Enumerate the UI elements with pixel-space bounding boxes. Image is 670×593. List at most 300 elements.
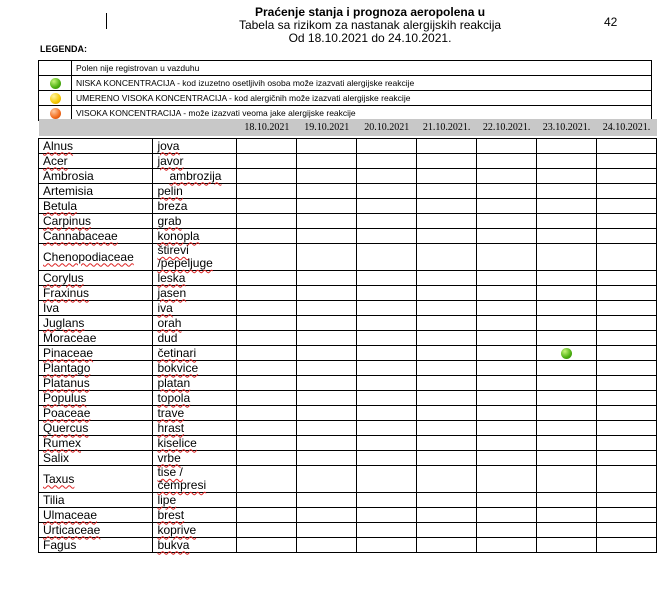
local-name xyxy=(153,301,237,316)
risk-cell xyxy=(596,331,656,346)
latin-name xyxy=(39,271,153,286)
risk-cell xyxy=(297,493,357,508)
risk-cell xyxy=(417,316,477,331)
date-header: 20.10.2021 xyxy=(357,119,417,136)
risk-cell xyxy=(596,154,656,169)
local-name-text: hrast xyxy=(157,420,185,435)
local-name xyxy=(153,199,237,214)
risk-cell xyxy=(596,436,656,451)
local-name-text: četinari xyxy=(157,345,197,360)
local-name-text: tise / čempresi xyxy=(157,465,207,492)
table-row xyxy=(39,301,657,316)
risk-cell xyxy=(537,451,597,466)
risk-cell xyxy=(357,271,417,286)
risk-cell xyxy=(537,436,597,451)
latin-name xyxy=(39,229,153,244)
risk-cell xyxy=(297,538,357,553)
risk-cell xyxy=(357,139,417,154)
table-row xyxy=(39,493,657,508)
latin-name xyxy=(39,391,153,406)
local-name-text: bukva xyxy=(157,537,190,552)
latin-name xyxy=(39,406,153,421)
risk-cell xyxy=(477,286,537,301)
risk-cell xyxy=(357,346,417,361)
risk-cell xyxy=(297,451,357,466)
risk-cell xyxy=(596,523,656,538)
risk-cell xyxy=(477,316,537,331)
risk-cell xyxy=(237,391,297,406)
risk-cell xyxy=(297,154,357,169)
title-line-1: Praćenje stanja i prognoza aeropolena u xyxy=(254,5,486,19)
risk-cell xyxy=(537,346,597,361)
risk-cell xyxy=(297,508,357,523)
risk-cell xyxy=(297,271,357,286)
green-dot-icon xyxy=(50,78,61,89)
local-name xyxy=(153,244,237,271)
risk-cell xyxy=(357,523,417,538)
table-row xyxy=(39,184,657,199)
local-name xyxy=(153,466,237,493)
risk-cell xyxy=(417,199,477,214)
latin-name-text: Chenopodiaceae xyxy=(43,249,134,264)
risk-cell xyxy=(477,376,537,391)
table-row xyxy=(39,523,657,538)
latin-name xyxy=(39,301,153,316)
latin-name-text: Platanus xyxy=(43,375,90,390)
risk-cell xyxy=(477,154,537,169)
risk-cell xyxy=(537,421,597,436)
risk-cell xyxy=(357,391,417,406)
table-row xyxy=(39,214,657,229)
risk-cell xyxy=(297,421,357,436)
risk-cell xyxy=(417,154,477,169)
risk-cell xyxy=(596,493,656,508)
latin-name-text: Fagus xyxy=(43,537,77,552)
risk-cell xyxy=(237,214,297,229)
risk-cell xyxy=(537,523,597,538)
risk-cell xyxy=(477,214,537,229)
risk-cell xyxy=(596,199,656,214)
risk-cell xyxy=(357,466,417,493)
risk-cell xyxy=(357,301,417,316)
local-name-text: brest xyxy=(157,507,185,522)
local-name xyxy=(153,316,237,331)
risk-cell xyxy=(357,361,417,376)
risk-cell xyxy=(357,421,417,436)
latin-name xyxy=(39,421,153,436)
legend-swatch-cell xyxy=(39,76,72,91)
local-name-text: koprive xyxy=(157,522,197,537)
local-name-text: vrbe xyxy=(157,450,181,465)
risk-cell xyxy=(537,271,597,286)
legend-text: VISOKA KONCENTRACIJA - može izazvati veoma jake alergijske reakcije xyxy=(72,106,652,121)
risk-cell xyxy=(477,229,537,244)
risk-cell xyxy=(537,199,597,214)
local-name-text: konopla xyxy=(157,228,200,243)
date-header: 18.10.2021 xyxy=(237,119,297,136)
latin-name xyxy=(39,523,153,538)
risk-cell xyxy=(596,214,656,229)
risk-cell xyxy=(477,139,537,154)
risk-cell xyxy=(417,229,477,244)
date-header: 21.10.2021. xyxy=(417,119,477,136)
risk-cell xyxy=(417,139,477,154)
risk-cell xyxy=(237,169,297,184)
risk-cell xyxy=(417,538,477,553)
risk-cell xyxy=(477,199,537,214)
latin-name-text: Salix xyxy=(43,450,70,465)
local-name xyxy=(153,523,237,538)
local-name xyxy=(153,154,237,169)
latin-name-text: Cannabaceae xyxy=(43,228,118,243)
local-name-text: leska xyxy=(157,270,186,285)
risk-cell xyxy=(237,538,297,553)
risk-cell xyxy=(417,184,477,199)
latin-name xyxy=(39,508,153,523)
risk-cell xyxy=(417,493,477,508)
date-header: 19.10.2021 xyxy=(297,119,357,136)
local-name-text: topola xyxy=(157,390,191,405)
risk-cell xyxy=(537,406,597,421)
risk-cell xyxy=(417,508,477,523)
risk-cell xyxy=(357,229,417,244)
date-header-row xyxy=(39,119,657,136)
latin-name xyxy=(39,244,153,271)
local-name-text: pelin xyxy=(157,183,183,198)
local-name xyxy=(153,169,237,184)
latin-name-text: Iva xyxy=(43,300,60,315)
risk-cell xyxy=(477,331,537,346)
risk-cell xyxy=(596,229,656,244)
risk-cell xyxy=(297,436,357,451)
table-row xyxy=(39,154,657,169)
latin-name-text: Pinaceae xyxy=(43,345,94,360)
local-name-text: dud xyxy=(157,330,178,345)
risk-cell xyxy=(596,346,656,361)
table-row xyxy=(39,538,657,553)
local-name xyxy=(153,271,237,286)
date-header: 24.10.2021. xyxy=(596,119,656,136)
risk-cell xyxy=(417,523,477,538)
risk-cell xyxy=(237,316,297,331)
table-row xyxy=(39,451,657,466)
risk-cell xyxy=(417,286,477,301)
latin-name-text: Taxus xyxy=(43,471,75,486)
risk-cell xyxy=(537,316,597,331)
risk-cell xyxy=(297,376,357,391)
risk-cell xyxy=(596,316,656,331)
latin-name xyxy=(39,199,153,214)
risk-cell xyxy=(237,508,297,523)
risk-cell xyxy=(357,199,417,214)
risk-cell xyxy=(537,286,597,301)
latin-name xyxy=(39,376,153,391)
risk-cell xyxy=(537,376,597,391)
table-row xyxy=(39,421,657,436)
risk-cell xyxy=(477,493,537,508)
risk-cell xyxy=(417,376,477,391)
local-name xyxy=(153,406,237,421)
risk-cell xyxy=(237,331,297,346)
table-row xyxy=(39,316,657,331)
local-name-text: štirevi /pepeljuge xyxy=(157,243,213,270)
legend-text: UMERENO VISOKA KONCENTRACIJA - kod alergičnih može izazvati alergijske reakcije xyxy=(72,91,652,106)
latin-name xyxy=(39,169,153,184)
title-line-2: Tabela sa rizikom za nastanak alergijskih reakcija xyxy=(238,18,502,32)
latin-name-text: Betula xyxy=(43,198,78,213)
risk-cell xyxy=(237,421,297,436)
header-blank-cell xyxy=(39,119,153,136)
risk-cell xyxy=(596,421,656,436)
latin-name-text: Juglans xyxy=(43,315,85,330)
risk-cell xyxy=(477,361,537,376)
risk-cell xyxy=(596,538,656,553)
latin-name xyxy=(39,538,153,553)
risk-cell xyxy=(537,538,597,553)
latin-name xyxy=(39,451,153,466)
local-name-text: trave xyxy=(157,405,185,420)
latin-name xyxy=(39,436,153,451)
risk-cell xyxy=(537,361,597,376)
latin-name-text: Urticaceae xyxy=(43,522,101,537)
risk-cell xyxy=(297,406,357,421)
legend-row xyxy=(39,61,652,76)
local-name xyxy=(153,139,237,154)
risk-cell xyxy=(297,391,357,406)
risk-cell xyxy=(537,391,597,406)
risk-cell xyxy=(417,301,477,316)
risk-cell xyxy=(297,229,357,244)
pollen-risk-table xyxy=(38,119,657,553)
risk-cell xyxy=(477,169,537,184)
local-name-text: bokvice xyxy=(157,360,199,375)
risk-cell xyxy=(596,244,656,271)
risk-cell xyxy=(417,451,477,466)
text-cursor-mark xyxy=(106,13,107,29)
header-blank-cell xyxy=(153,119,237,136)
table-row xyxy=(39,286,657,301)
local-name-text: lipe xyxy=(157,492,177,507)
local-name xyxy=(153,286,237,301)
latin-name xyxy=(39,139,153,154)
risk-cell xyxy=(537,331,597,346)
latin-name-text: Quercus xyxy=(43,420,89,435)
legend-title: LEGENDA: xyxy=(40,44,87,54)
risk-cell xyxy=(297,523,357,538)
risk-cell xyxy=(297,331,357,346)
risk-cell xyxy=(357,184,417,199)
risk-cell xyxy=(297,301,357,316)
local-name xyxy=(153,376,237,391)
risk-cell xyxy=(596,301,656,316)
risk-cell xyxy=(297,286,357,301)
legend-row xyxy=(39,76,652,91)
table-row xyxy=(39,391,657,406)
risk-cell xyxy=(357,331,417,346)
latin-name-text: Poaceae xyxy=(43,405,91,420)
risk-cell xyxy=(417,214,477,229)
risk-cell xyxy=(596,286,656,301)
legend-swatch-cell xyxy=(39,91,72,106)
local-name xyxy=(153,391,237,406)
risk-cell xyxy=(357,436,417,451)
latin-name-text: Fraxinus xyxy=(43,285,90,300)
risk-cell xyxy=(596,451,656,466)
local-name-text: orah xyxy=(157,315,182,330)
risk-cell xyxy=(537,139,597,154)
risk-cell xyxy=(537,493,597,508)
latin-name-text: Tilia xyxy=(43,492,65,507)
risk-cell xyxy=(297,214,357,229)
green-dot-icon xyxy=(561,348,572,359)
date-header: 22.10.2021. xyxy=(477,119,537,136)
risk-cell xyxy=(297,346,357,361)
risk-cell xyxy=(477,271,537,286)
table-row xyxy=(39,508,657,523)
risk-cell xyxy=(297,169,357,184)
risk-cell xyxy=(357,493,417,508)
risk-cell xyxy=(237,154,297,169)
risk-cell xyxy=(596,466,656,493)
risk-cell xyxy=(417,406,477,421)
risk-cell xyxy=(237,466,297,493)
table-row xyxy=(39,139,657,154)
risk-cell xyxy=(417,466,477,493)
local-name-text: javor xyxy=(157,153,184,168)
risk-cell xyxy=(477,244,537,271)
latin-name-text: Moraceae xyxy=(43,330,97,345)
risk-cell xyxy=(357,406,417,421)
risk-cell xyxy=(596,391,656,406)
local-name xyxy=(153,361,237,376)
local-name xyxy=(153,493,237,508)
risk-cell xyxy=(237,286,297,301)
risk-cell xyxy=(537,214,597,229)
risk-cell xyxy=(357,244,417,271)
risk-cell xyxy=(477,523,537,538)
latin-name-text: Populus xyxy=(43,390,87,405)
latin-name xyxy=(39,331,153,346)
risk-cell xyxy=(297,199,357,214)
table-row xyxy=(39,406,657,421)
risk-cell xyxy=(237,346,297,361)
latin-name-text: Alnus xyxy=(43,138,74,153)
risk-cell xyxy=(237,199,297,214)
risk-cell xyxy=(596,271,656,286)
yellow-dot-icon xyxy=(50,93,61,104)
latin-name xyxy=(39,346,153,361)
risk-cell xyxy=(417,361,477,376)
risk-cell xyxy=(357,508,417,523)
risk-cell xyxy=(477,436,537,451)
risk-cell xyxy=(477,184,537,199)
latin-name xyxy=(39,466,153,493)
risk-cell xyxy=(477,421,537,436)
table-row xyxy=(39,436,657,451)
latin-name-text: Artemisia xyxy=(43,183,94,198)
local-name-text: ambrozija xyxy=(169,168,222,183)
local-name xyxy=(153,451,237,466)
latin-name-text: Rumex xyxy=(43,435,82,450)
risk-cell xyxy=(237,301,297,316)
risk-cell xyxy=(417,331,477,346)
table-row xyxy=(39,244,657,271)
risk-cell xyxy=(237,406,297,421)
risk-cell xyxy=(297,184,357,199)
risk-cell xyxy=(237,436,297,451)
risk-cell xyxy=(237,361,297,376)
risk-cell xyxy=(537,229,597,244)
risk-cell xyxy=(417,391,477,406)
legend-text: Polen nije registrovan u vazduhu xyxy=(72,61,652,76)
latin-name xyxy=(39,493,153,508)
risk-cell xyxy=(477,466,537,493)
risk-cell xyxy=(417,346,477,361)
table-row xyxy=(39,199,657,214)
table-row xyxy=(39,376,657,391)
table-row xyxy=(39,331,657,346)
risk-cell xyxy=(477,406,537,421)
local-name-text: breza xyxy=(157,198,188,213)
risk-cell xyxy=(357,169,417,184)
latin-name-text: Ambrosia xyxy=(43,168,94,183)
latin-name-text: Corylus xyxy=(43,270,84,285)
local-name xyxy=(153,538,237,553)
local-name-text: kiselice xyxy=(157,435,197,450)
legend-table xyxy=(38,60,652,121)
orange-dot-icon xyxy=(50,108,61,119)
risk-cell xyxy=(537,508,597,523)
table-row xyxy=(39,169,657,184)
legend-row xyxy=(39,91,652,106)
latin-name-text: Acer xyxy=(43,153,68,168)
risk-cell xyxy=(477,508,537,523)
risk-cell xyxy=(237,376,297,391)
local-name xyxy=(153,214,237,229)
local-name xyxy=(153,508,237,523)
risk-cell xyxy=(297,466,357,493)
risk-cell xyxy=(297,139,357,154)
risk-cell xyxy=(417,271,477,286)
risk-cell xyxy=(357,451,417,466)
local-name xyxy=(153,436,237,451)
local-name-text: jasen xyxy=(157,285,187,300)
risk-cell xyxy=(596,184,656,199)
risk-cell xyxy=(477,451,537,466)
latin-name-text: Carpinus xyxy=(43,213,92,228)
risk-cell xyxy=(357,286,417,301)
risk-cell xyxy=(357,316,417,331)
risk-cell xyxy=(357,154,417,169)
risk-cell xyxy=(237,139,297,154)
table-row xyxy=(39,466,657,493)
local-name-text: jova xyxy=(157,138,180,153)
risk-cell xyxy=(357,376,417,391)
risk-cell xyxy=(537,154,597,169)
local-name xyxy=(153,421,237,436)
latin-name xyxy=(39,316,153,331)
risk-cell xyxy=(596,139,656,154)
latin-name xyxy=(39,361,153,376)
table-row xyxy=(39,346,657,361)
risk-cell xyxy=(477,301,537,316)
date-header: 23.10.2021. xyxy=(537,119,597,136)
risk-cell xyxy=(477,538,537,553)
document-header xyxy=(200,6,540,45)
risk-cell xyxy=(237,244,297,271)
risk-cell xyxy=(537,169,597,184)
legend-text: NISKA KONCENTRACIJA - kod izuzetno osetljivih osoba može izazvati alergijske reakcije xyxy=(72,76,652,91)
